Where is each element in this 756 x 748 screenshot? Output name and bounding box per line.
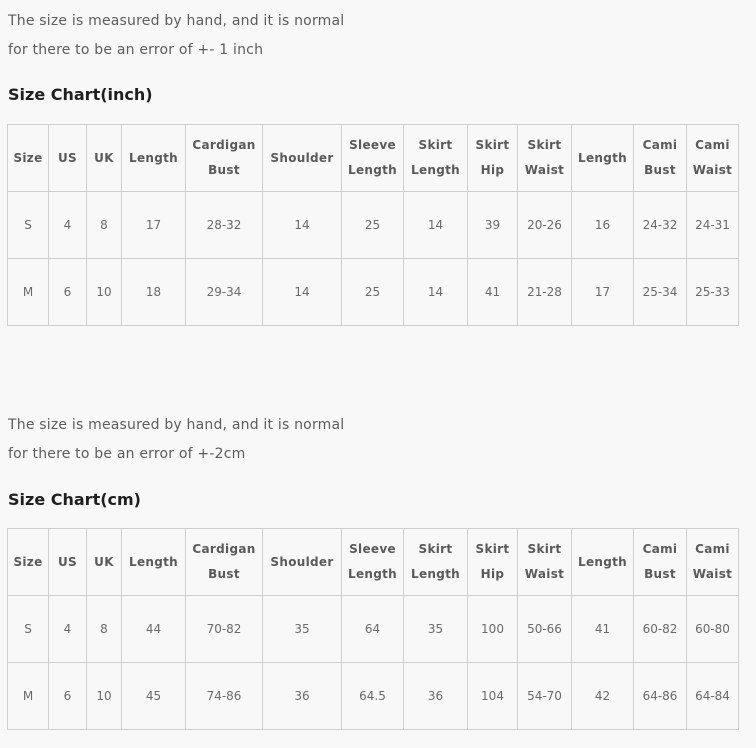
column-header [404, 125, 468, 192]
table-cell: 25 [342, 259, 404, 326]
column-header-text: UK [94, 554, 114, 569]
column-header-text: Length [348, 163, 397, 177]
table-cell: 18 [122, 259, 186, 326]
column-header-text: Cami [695, 138, 730, 152]
table-cell: 60-80 [687, 596, 739, 663]
column-header-text: Size [13, 554, 43, 569]
column-header [518, 125, 572, 192]
column-header-text: Cardigan [192, 542, 256, 556]
table-cell: 25-33 [687, 259, 739, 326]
cm-chart-heading: Size Chart(cm) [8, 490, 141, 509]
column-header-text: UK [94, 150, 114, 165]
cm-note-line-2: for there to be an error of +-2cm [8, 446, 246, 462]
column-header-text: US [58, 150, 77, 165]
column-header [687, 529, 739, 596]
column-header-text: Length [129, 150, 178, 165]
column-header-text: Hip [480, 163, 505, 177]
table-row [8, 259, 739, 326]
table-cell: 10 [87, 259, 122, 326]
column-header-text: Length [129, 554, 178, 569]
table-cell: 36 [263, 663, 342, 730]
table-cell: 74-86 [186, 663, 263, 730]
column-header [122, 125, 186, 192]
table-cell: 28-32 [186, 192, 263, 259]
column-header-text: Cami [642, 542, 678, 556]
column-header-text: Bust [208, 163, 240, 177]
column-header [634, 125, 687, 192]
table-row [8, 192, 739, 259]
column-header-text: Length [411, 567, 460, 581]
column-header [87, 125, 122, 192]
column-header-text: Length [578, 554, 627, 569]
table-cell: 17 [122, 192, 186, 259]
column-header [8, 529, 49, 596]
column-header-text: Size [13, 150, 43, 165]
inch-chart-heading: Size Chart(inch) [8, 85, 153, 104]
table-cell: 39 [468, 192, 518, 259]
table-cell: 104 [468, 663, 518, 730]
table-cell: 35 [404, 596, 468, 663]
table-cell: 14 [404, 192, 468, 259]
column-header [468, 529, 518, 596]
column-header-text: Waist [692, 163, 733, 177]
table-cell: 14 [404, 259, 468, 326]
column-header [49, 125, 87, 192]
table-cell: S [8, 192, 49, 259]
column-header [49, 529, 87, 596]
table-cell: 41 [468, 259, 518, 326]
column-header-text: Hip [480, 567, 505, 581]
column-header [634, 529, 687, 596]
column-header-text: Cami [695, 542, 730, 556]
table-cell: 45 [122, 663, 186, 730]
inch-size-table [7, 124, 739, 326]
column-header-text: Bust [208, 567, 240, 581]
table-cell: 21-28 [518, 259, 572, 326]
column-header [87, 529, 122, 596]
table-cell: 25-34 [634, 259, 687, 326]
column-header-text: Skirt [418, 138, 453, 152]
inch-note-line-2: for there to be an error of +- 1 inch [8, 42, 264, 58]
column-header-text: Cardigan [192, 138, 256, 152]
table-cell: 100 [468, 596, 518, 663]
table-cell: 64-86 [634, 663, 687, 730]
column-header-text: Cami [642, 138, 678, 152]
column-header [572, 529, 634, 596]
column-header-text: Shoulder [270, 554, 334, 569]
column-header [342, 125, 404, 192]
column-header [186, 125, 263, 192]
table-cell: 64 [342, 596, 404, 663]
table-row [8, 596, 739, 663]
column-header-text: Skirt [527, 542, 562, 556]
table-cell: 50-66 [518, 596, 572, 663]
table-cell: 64.5 [342, 663, 404, 730]
column-header [404, 529, 468, 596]
table-cell: 44 [122, 596, 186, 663]
column-header [122, 529, 186, 596]
table-cell: 60-82 [634, 596, 687, 663]
inch-note-line-1: The size is measured by hand, and it is normal [8, 13, 345, 29]
table-cell: M [8, 663, 49, 730]
table-cell: 20-26 [518, 192, 572, 259]
table-cell: 70-82 [186, 596, 263, 663]
column-header-text: Waist [692, 567, 733, 581]
column-header [518, 529, 572, 596]
column-header-text: Waist [524, 567, 565, 581]
table-cell: 14 [263, 192, 342, 259]
table-cell: 6 [49, 259, 87, 326]
table-cell: 24-32 [634, 192, 687, 259]
table-cell: 24-31 [687, 192, 739, 259]
table-row [8, 663, 739, 730]
table-cell: 8 [87, 596, 122, 663]
table-cell: 17 [572, 259, 634, 326]
table-cell: 25 [342, 192, 404, 259]
column-header-text: Shoulder [270, 150, 334, 165]
table-cell: 35 [263, 596, 342, 663]
table-cell: 29-34 [186, 259, 263, 326]
table-cell: 8 [87, 192, 122, 259]
column-header-text: Skirt [475, 138, 510, 152]
table-cell: 6 [49, 663, 87, 730]
table-cell: 16 [572, 192, 634, 259]
table-cell: 64-84 [687, 663, 739, 730]
column-header-text: Sleeve [349, 138, 396, 152]
column-header-text: US [58, 554, 77, 569]
column-header [572, 125, 634, 192]
column-header-text: Length [411, 163, 460, 177]
column-header [468, 125, 518, 192]
table-cell: S [8, 596, 49, 663]
column-header [263, 125, 342, 192]
column-header [8, 125, 49, 192]
table-cell: 42 [572, 663, 634, 730]
table-cell: 41 [572, 596, 634, 663]
table-cell: 4 [49, 596, 87, 663]
column-header-text: Sleeve [349, 542, 396, 556]
cm-size-table [7, 528, 739, 730]
table-header-row [8, 125, 739, 192]
table-cell: 10 [87, 663, 122, 730]
column-header [687, 125, 739, 192]
table-cell: 36 [404, 663, 468, 730]
table-cell: M [8, 259, 49, 326]
column-header-text: Skirt [418, 542, 453, 556]
column-header-text: Skirt [527, 138, 562, 152]
column-header-text: Waist [524, 163, 565, 177]
table-header-row [8, 529, 739, 596]
column-header-text: Bust [644, 567, 676, 581]
column-header-text: Length [348, 567, 397, 581]
column-header-text: Skirt [475, 542, 510, 556]
column-header-text: Length [578, 150, 627, 165]
table-cell: 54-70 [518, 663, 572, 730]
table-cell: 14 [263, 259, 342, 326]
column-header-text: Bust [644, 163, 676, 177]
column-header [186, 529, 263, 596]
cm-note-line-1: The size is measured by hand, and it is normal [8, 417, 345, 433]
column-header [263, 529, 342, 596]
table-cell: 4 [49, 192, 87, 259]
column-header [342, 529, 404, 596]
